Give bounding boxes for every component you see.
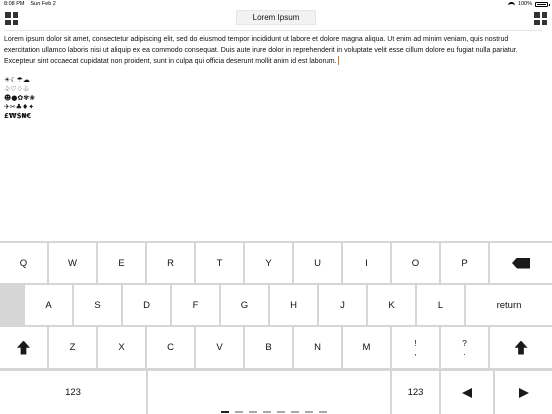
key-g[interactable]: G: [221, 285, 268, 325]
backspace-icon: [512, 258, 530, 269]
page-dot[interactable]: [249, 411, 257, 413]
page-dot[interactable]: [277, 411, 285, 413]
key-top-label: !: [414, 337, 417, 348]
page-dot[interactable]: [235, 411, 243, 413]
key-m[interactable]: M: [343, 327, 390, 368]
key-a[interactable]: A: [25, 285, 72, 325]
status-date: Sun Feb 2: [30, 1, 56, 7]
key-x[interactable]: X: [98, 327, 145, 368]
symbol-lines: [4, 76, 542, 121]
page-dot[interactable]: [263, 411, 271, 413]
key-t[interactable]: T: [196, 243, 243, 283]
page-dot[interactable]: [319, 411, 327, 413]
symbol-line: ♤♡♢♧: [4, 85, 30, 93]
arrow-right-key[interactable]: [495, 371, 552, 414]
key-v[interactable]: V: [196, 327, 243, 368]
symbol-line: ✈✂♣♦✦: [4, 103, 35, 111]
key-q[interactable]: Q: [0, 243, 47, 283]
backspace-key[interactable]: [490, 243, 552, 283]
symbol-line: £₩$₦€: [4, 112, 32, 120]
battery-percent: 100%: [517, 1, 532, 7]
page-dot[interactable]: [305, 411, 313, 413]
shift-key-left[interactable]: [0, 327, 47, 368]
key-b[interactable]: B: [245, 327, 292, 368]
key-bottom-label: .: [463, 346, 466, 357]
key-j[interactable]: J: [319, 285, 366, 325]
key-n[interactable]: N: [294, 327, 341, 368]
battery-icon: [535, 2, 548, 7]
key-e[interactable]: E: [98, 243, 145, 283]
arrow-left-key[interactable]: [441, 371, 493, 414]
key-question-period[interactable]: [441, 327, 488, 368]
key-f[interactable]: F: [172, 285, 219, 325]
key-h[interactable]: H: [270, 285, 317, 325]
numbers-key-right[interactable]: 123: [392, 371, 439, 414]
arrow-right-icon: [519, 388, 529, 398]
key-z[interactable]: Z: [49, 327, 96, 368]
space-key[interactable]: [148, 371, 390, 414]
key-w[interactable]: W: [49, 243, 96, 283]
symbol-line: ☀☾☂☁: [4, 76, 30, 84]
keyboard: [0, 241, 552, 414]
key-k[interactable]: K: [368, 285, 415, 325]
return-key[interactable]: return: [466, 285, 552, 325]
page-dot[interactable]: [221, 411, 229, 413]
key-s[interactable]: S: [74, 285, 121, 325]
key-i[interactable]: I: [343, 243, 390, 283]
document-editor[interactable]: [4, 30, 542, 240]
status-time: 8:08 PM: [4, 1, 25, 7]
key-top-label: ?: [462, 337, 467, 348]
key-c[interactable]: C: [147, 327, 194, 368]
grid-menu-icon[interactable]: [5, 12, 18, 25]
document-paragraph: Lorem ipsum dolor sit amet, consectetur adipiscing elit, sed do eiusmod tempor incididunt ut labore et dolore magna aliqua. Ut enim ad minim veniam, quis nostrud exercitation ullamco laboris nisi ut aliquip ex ea commodo consequat. Duis aute irure dolor in reprehenderit in voluptate velit esse cillum dolore eu fugiat nulla pariatur. Excepteur sint occaecat cupidatat non proident, sunt in culpa qui officia deserunt mollit anim id est laborum.: [4, 36, 518, 65]
shift-icon: [17, 341, 30, 355]
key-u[interactable]: U: [294, 243, 341, 283]
key-y[interactable]: Y: [245, 243, 292, 283]
wifi-icon: [508, 2, 515, 7]
key-bottom-label: ,: [414, 346, 417, 357]
key-exclamation-comma[interactable]: [392, 327, 439, 368]
key-o[interactable]: O: [392, 243, 439, 283]
grid-menu-icon[interactable]: [534, 12, 547, 25]
text-cursor: [338, 56, 339, 65]
key-l[interactable]: L: [417, 285, 464, 325]
numbers-key-left[interactable]: 123: [0, 371, 146, 414]
shift-icon: [515, 341, 528, 355]
document-title[interactable]: Lorem Ipsum: [236, 10, 316, 25]
key-p[interactable]: P: [441, 243, 488, 283]
shift-key-right[interactable]: [490, 327, 552, 368]
arrow-left-icon: [462, 388, 472, 398]
symbol-line: ☻●✿✾❀: [4, 94, 36, 102]
key-r[interactable]: R: [147, 243, 194, 283]
page-dot[interactable]: [291, 411, 299, 413]
status-bar: [0, 0, 552, 9]
key-d[interactable]: D: [123, 285, 170, 325]
